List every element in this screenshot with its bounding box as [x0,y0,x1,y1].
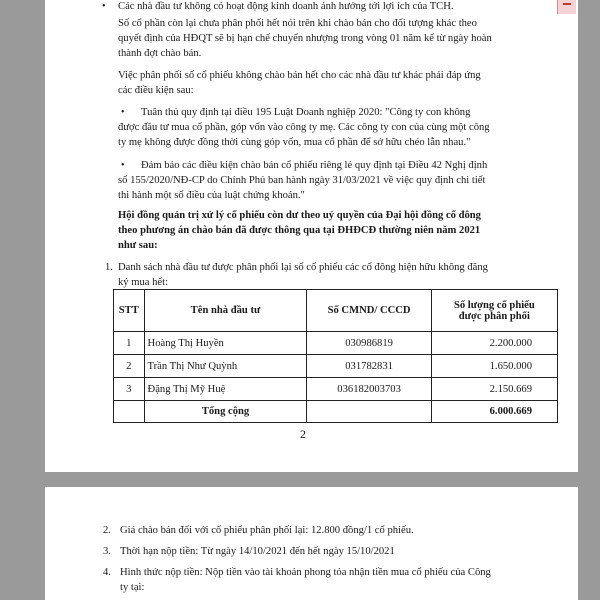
table-row [114,332,558,355]
header-id: Số CMND/ CCCD [307,290,431,332]
cell-name: Trần Thị Như Quỳnh [144,355,307,378]
cell-empty [307,401,431,423]
cell-quantity: 2.200.000 [431,332,557,355]
cell-stt: 1 [114,332,145,355]
bold-heading-line: theo phương án chào bán đã được thông qua tại ĐHĐCĐ thường niên năm 2021 [118,225,481,236]
text-line: các điều kiện sau: [118,85,194,96]
text-line: Tuân thủ quy định tại điều 195 Luật Doanh nghiệp 2020: "Công ty con không [141,107,471,118]
list-number: 2. [103,525,111,536]
text-line: Các nhà đầu tư không có hoạt động kinh doanh ảnh hưởng tới lợi ích của TCH. [118,1,454,12]
text-line: thi hành một số điều của luật chứng khoán." [118,190,305,201]
bullet-icon: • [121,107,125,118]
text-line: Hình thức nộp tiền: Nộp tiền vào tài khoản phong tỏa nhận tiền mua cổ phiếu của Công [120,567,491,578]
total-label: Tổng cộng [144,401,307,423]
text-line: Danh sách nhà đầu tư được phân phối lại số cổ phiếu các cổ đông hiện hữu không đăng [118,262,488,273]
cell-quantity: 2.150.669 [431,378,557,401]
document-page-1 [45,0,578,472]
text-line: Việc phân phối số cổ phiếu không chào bán hết cho các nhà đầu tư khác phải đáp ứng [118,70,481,81]
list-number: 3. [103,546,111,557]
text-line: quyết định của HĐQT sẽ bị hạn chế chuyển nhượng trong vòng 01 năm kể từ ngày hoàn [118,33,492,44]
table-total-row [114,401,558,423]
text-line: Giá chào bán đối với cổ phiếu phân phối lại: 12.800 đồng/1 cổ phiếu. [120,525,414,536]
text-line: Đảm bảo các điều kiện chào bán cổ phiếu riêng lẻ quy định tại Điều 42 Nghị định [141,160,488,171]
page-number: 2 [300,427,306,441]
text-line: Thời hạn nộp tiền: Từ ngày 14/10/2021 đến hết ngày 15/10/2021 [120,546,395,557]
table-row [114,378,558,401]
text-line: ty tại: [120,582,145,593]
header-name: Tên nhà đầu tư [144,290,307,332]
cell-stt: 2 [114,355,145,378]
cell-stt: 3 [114,378,145,401]
list-number: 1. [105,262,113,273]
cell-id: 030986819 [307,332,431,355]
header-quantity-line2: được phân phối [458,310,530,322]
total-value: 6.000.669 [431,401,557,423]
cell-name: Đặng Thị Mỹ Huệ [144,378,307,401]
corner-badge-icon [557,0,576,14]
cell-quantity: 1.650.000 [431,355,557,378]
table-row [114,355,558,378]
text-line: Số cổ phần còn lại chưa phân phối hết nói trên khi chào bán cho đối tượng khác theo [118,18,477,29]
bold-heading-line: Hội đồng quản trị xử lý cổ phiếu còn dư theo uỷ quyền của Đại hội đồng cổ đông [118,210,481,221]
cell-name: Hoàng Thị Huyền [144,332,307,355]
text-line: ký mua hết: [118,277,169,288]
document-page-2 [45,487,578,600]
bullet-icon: • [121,160,125,171]
bullet-icon: • [102,1,106,12]
text-line: được đầu tư mua cổ phần, góp vốn vào công ty mẹ. Các công ty con của cùng một công [118,122,490,133]
list-number: 4. [103,567,111,578]
cell-id: 031782831 [307,355,431,378]
header-quantity [431,290,557,332]
investor-distribution-table [113,289,558,423]
bold-heading-line: như sau: [118,240,158,251]
text-line: số 155/2020/NĐ-CP do Chính Phủ ban hành ngày 31/03/2021 về việc quy định chi tiết [118,175,486,186]
header-quantity-line1: Số lượng cổ phiếu [453,299,535,311]
cell-id: 036182003703 [307,378,431,401]
text-line: thành đợt chào bán. [118,48,202,59]
text-line: ty mẹ không được đồng thời cùng góp vốn, mua cổ phần để sở hữu chéo lẫn nhau." [118,137,471,148]
table-header-row [114,290,558,332]
header-stt: STT [114,290,145,332]
cell-empty [114,401,145,423]
